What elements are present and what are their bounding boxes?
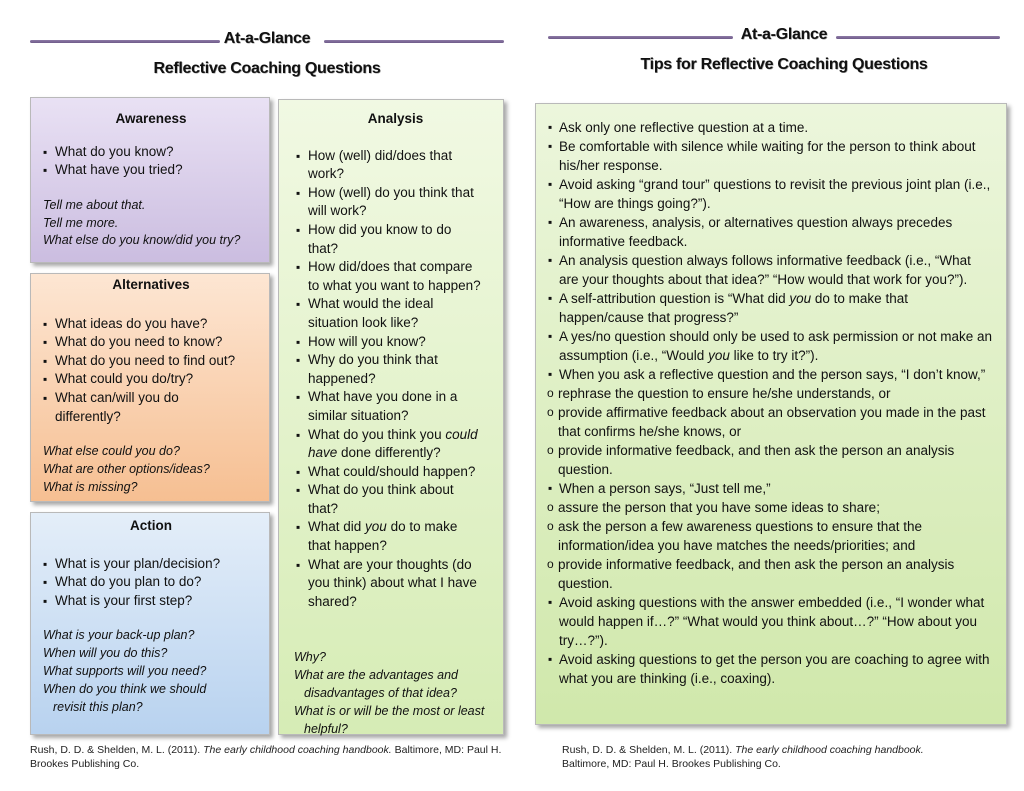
awareness-question-list [43, 143, 259, 180]
action-box [30, 512, 270, 735]
sub-list-item: o provide informative feedback, and then ask the person an analysis question. [547, 555, 994, 593]
alternatives-prompts [43, 443, 259, 496]
list-item-text: done differently? [337, 445, 441, 461]
citation-publisher: Baltimore, MD: Paul H. Brookes Publishing Co. [30, 744, 502, 770]
sub-list [547, 498, 994, 593]
list-item: ▪ What do you need to find out? [43, 352, 259, 371]
list-item [296, 426, 481, 463]
list-item: ▪ What do you need to know? [43, 333, 259, 352]
action-heading: Action [130, 518, 172, 533]
citation-title: The early childhood coaching handbook. [735, 744, 924, 756]
citation-authors: Rush, D. D. & Shelden, M. L. (2011). [30, 744, 204, 756]
list-item: ▪ Avoid asking “grand tour” questions to revisit the previous joint plan (i.e., “How are things going?”). [548, 175, 994, 213]
list-item [296, 518, 481, 555]
right-citation [562, 743, 972, 771]
prompt-line: Tell me more. [43, 215, 119, 230]
list-item: ▪ Avoid asking questions to get the person you are coaching to agree with what you are thinking (i.e., coaxing). [548, 650, 994, 688]
list-item: ▪ What do you think about that? [296, 481, 481, 518]
prompt-line: What supports will you need? [43, 663, 207, 678]
list-item [548, 327, 994, 365]
list-item-text: When you ask a reflective question and the person says, “I don’t know,” [559, 367, 986, 382]
list-item: ▪ What can/will you do differently? [43, 389, 259, 426]
alternatives-heading: Alternatives [112, 277, 190, 292]
prompt-line: Tell me about that. [43, 197, 146, 212]
list-item: ▪ Avoid asking questions with the answer embedded (i.e., “I wonder what would happen if…?” “What would you think about…?” “How about you try…?”). [548, 593, 994, 650]
citation-title: The early childhood coaching handbook. [203, 744, 392, 756]
list-item: ▪ What have you done in a similar situation? [296, 388, 481, 425]
analysis-question-list [296, 147, 495, 612]
list-item: ▪ What do you know? [43, 143, 259, 162]
sub-list-item: o provide affirmative feedback about an observation you made in the past that confirms he/she knows, or [547, 403, 994, 441]
list-item-text: A yes/no question should only be used to ask permission or not make an assumption (i.e., “Would [559, 329, 993, 363]
list-item-emphasis: you [365, 519, 387, 535]
sub-list-item: o ask the person a few awareness questions to ensure that the information/idea you have matches the needs/priorities; and [547, 517, 994, 555]
awareness-box [30, 97, 270, 263]
list-item: ▪ Why do you think that happened? [296, 351, 481, 388]
prompt-line: When do you think we should revisit this plan? [43, 681, 207, 714]
list-item: ▪ Be comfortable with silence while waiting for the person to think about his/her response. [548, 137, 994, 175]
list-item: ▪ What would the ideal situation look like? [296, 295, 481, 332]
prompt-line: Why? [294, 650, 326, 665]
list-item-text: What do you think you [308, 426, 446, 442]
analysis-box [278, 99, 504, 735]
list-item: ▪ What is your plan/decision? [43, 555, 259, 574]
list-item-emphasis: could have [308, 426, 478, 461]
sub-list-item: o assure the person that you have some ideas to share; [547, 498, 994, 517]
list-item: ▪ How (well) do you think that will work? [296, 184, 481, 221]
list-item [548, 365, 994, 479]
sub-list [547, 384, 994, 479]
alternatives-box [30, 273, 270, 502]
list-item: ▪ What do you plan to do? [43, 573, 259, 592]
right-header [548, 26, 1020, 74]
prompt-line: What else do you know/did you try? [43, 233, 241, 248]
right-header-title: At-a-Glance [740, 26, 828, 43]
left-citation [30, 743, 504, 771]
action-question-list [43, 555, 259, 611]
prompt-line: What are other options/ideas? [43, 461, 210, 476]
list-item: ▪ How (well) did/does that work? [296, 147, 481, 184]
awareness-heading: Awareness [115, 111, 187, 126]
list-item-text: do to make that happen/cause that progress?” [559, 291, 908, 325]
list-item: ▪ How did you know to do that? [296, 221, 481, 258]
list-item-text: When a person says, “Just tell me,” [559, 481, 771, 496]
tips-box [535, 103, 1007, 725]
list-item: ▪ How did/does that compare to what you want to happen? [296, 258, 481, 295]
prompt-line: What is your back-up plan? [43, 628, 195, 643]
list-item: ▪ An awareness, analysis, or alternatives question always precedes informative feedback. [548, 213, 994, 251]
left-header-subtitle: Reflective Coaching Questions [153, 60, 381, 77]
list-item [548, 289, 994, 327]
list-item: ▪ What have you tried? [43, 161, 259, 180]
action-prompts [43, 627, 259, 716]
list-item: ▪ What ideas do you have? [43, 315, 259, 334]
citation-authors: Rush, D. D. & Shelden, M. L. (2011). [562, 744, 736, 756]
list-item-text: like to try it?”). [729, 348, 819, 363]
analysis-heading: Analysis [367, 111, 424, 126]
alternatives-question-list [43, 315, 259, 427]
list-item-text: What did [308, 519, 366, 535]
list-item: ▪ How will you know? [296, 333, 481, 352]
list-item-text: A self-attribution question is “What did [559, 291, 790, 306]
list-item: ▪ What is your first step? [43, 592, 259, 611]
prompt-line: What else could you do? [43, 444, 180, 459]
left-header [30, 30, 504, 78]
tips-list [548, 118, 994, 688]
awareness-prompts [43, 197, 259, 250]
list-item-emphasis: you [708, 348, 730, 363]
list-item-text: do to make that happen? [308, 519, 458, 554]
list-item: ▪ What could/should happen? [296, 463, 481, 482]
left-header-title: At-a-Glance [223, 30, 311, 47]
list-item: ▪ An analysis question always follows informative feedback (i.e., “What are your thoughts about that idea?” “How would that work for you?”). [548, 251, 994, 289]
list-item-emphasis: you [789, 291, 812, 306]
prompt-line: What is missing? [43, 479, 138, 494]
prompt-line: When will you do this? [43, 646, 168, 661]
citation-publisher: Baltimore, MD: Paul H. Brookes Publishing Co. [562, 758, 781, 770]
sub-list-item: o provide informative feedback, and then ask the person an analysis question. [547, 441, 994, 479]
list-item: ▪ What are your thoughts (do you think) about what I have shared? [296, 556, 481, 612]
prompt-line: What are the advantages and disadvantages of that idea? [294, 668, 459, 701]
list-item [548, 479, 994, 593]
analysis-prompts [294, 649, 495, 738]
prompt-line: What is or will be the most or least helpful? [294, 703, 485, 736]
list-item: ▪ Ask only one reflective question at a time. [548, 118, 994, 137]
right-header-subtitle: Tips for Reflective Coaching Questions [640, 56, 928, 73]
sub-list-item: o rephrase the question to ensure he/she understands, or [547, 384, 994, 403]
list-item: ▪ What could you do/try? [43, 370, 259, 389]
